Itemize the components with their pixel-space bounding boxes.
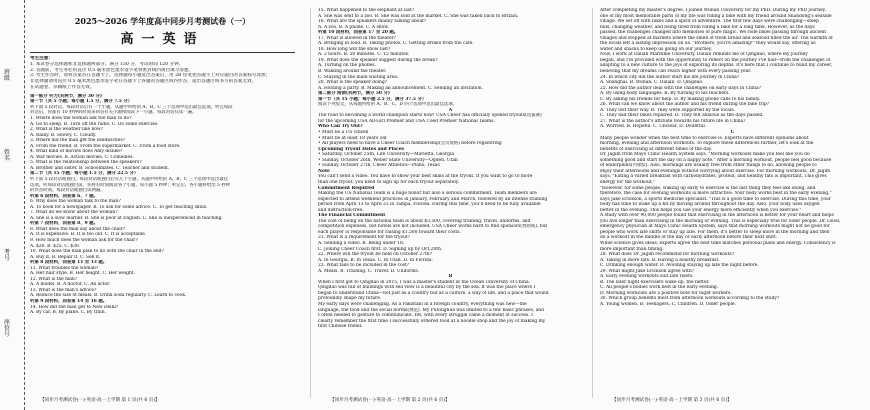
text-line: period from April 13 to April 22 in Tampa, Florida. During this time, you'll need to be fully available: [318, 202, 541, 208]
page-column-3: [600, 8, 865, 388]
column-divider: [310, 8, 311, 398]
text-line: The cost of being on the national team is about $3,500, covering training, travel, uniforms, and: [318, 218, 531, 224]
text-line: A. In Georgia. B. In Texas. C. In Utah. D. In Florida.: [318, 257, 433, 263]
text-line: • Saturday, October 25th, Life University—Marietta, Georgia: [318, 152, 454, 158]
text-line: 第一节（共 15 小题；每小题 2.5 分，满分 37.5 分）: [318, 96, 427, 102]
text-line: C. Joining Cheer Coach first. D. Signing up by Oct.20th.: [318, 246, 443, 252]
text-line: passed, the challenges changed into memories of pure magic. We rode bikes passing through ancient: [600, 30, 827, 36]
text-line: adapting to a new culture to the joys of exploring its depths. It's here that I continue to build my career,: [600, 63, 833, 69]
text-line: morning, evening and afternoon workouts. To explore these differences further, let's look at the: [600, 141, 814, 147]
text-line: 阅读下列短文，从每题所给的 A、B、C、D 四个选项中选出最佳选项。: [318, 102, 458, 108]
text-line: water and snacks to keep us going on our journey.: [600, 46, 713, 52]
text-line: A. Reduce the size of meals. B. Drink soda regularly. C. Learn to cook.: [30, 293, 187, 299]
stub-label: 考号: [4, 249, 11, 262]
page-footer: 【同步月考测试卷(一)·英语·高一上学期 第 3 页(共 6 页)】: [612, 398, 732, 403]
text-line: C. By asking his friends for help. D. By making phone calls to his family.: [600, 96, 761, 102]
text-line: A. Rainy. B. Snowy. C. Cloudy.: [30, 132, 97, 138]
text-line: 24. In which city did the author start his life journey in China?: [600, 74, 740, 80]
text-line: 7. What do we know about the woman?: [30, 210, 118, 216]
text-line: Qingdao was full of buildings with sea view is a beautiful city by the sea. It was the place where I: [318, 285, 536, 291]
text-line: 选项。听每段对话或独白前，你将有时间阅读各个小题，每小题 5 秒钟；听完后，各小题将给出 5 秒钟: [30, 182, 230, 188]
text-line: 16. What are the speakers mainly talking about?: [318, 19, 427, 25]
text-line: and distraction-free.: [318, 207, 364, 213]
text-line: I often needed to gesture to communicate. Yet, with every struggle came a moment of success. I: [318, 313, 533, 319]
column-2-text: [318, 8, 583, 330]
text-line: A. 2 hours. B. 20 minutes. C. 15 minutes.: [318, 52, 410, 58]
text-line: C. Staying in the main waiting area.: [318, 74, 399, 80]
text-line: 15. What happened to the elephant at last?: [318, 8, 415, 13]
text-line: 第二节（共 15 小题；每小题 1.5 分，满分 22.5 分）: [30, 171, 139, 177]
divider: [30, 52, 295, 53]
page-column-2: [318, 8, 583, 388]
text-line: 22. Where will the tryout be held on October 27th?: [318, 252, 432, 258]
text-line: 1. 本试卷分选择题和非选择题两部分。满分 150 分，考试时间 120 分钟。: [30, 61, 184, 67]
text-line: When I first got to Qingdao in 2015, I was a master's student at the Ocean University of China.: [318, 279, 530, 285]
text-line: than one tryout, you need to sign up for each tryout separately.: [318, 179, 460, 185]
text-line: do a workout in the middle of the day or early afternoon before their next shift.: [600, 235, 777, 241]
text-line: A. It is expensive. B. It is too old. C. It is acceptable.: [30, 232, 147, 238]
text-line: began, and I'm provided with the opportunity to reflect on the journey I've had—from the challenges of: [600, 57, 831, 63]
text-line: villages and stopped at markets where the smell of fresh bread and seafood filled the air. The warmth of: [600, 35, 833, 41]
text-line: A. By car. B. By plane. C. By train.: [30, 310, 106, 316]
binding-margin: [0, 0, 25, 410]
text-line: 29. What might Jake Erickson agree with?: [600, 268, 695, 274]
text-line: 14. How did the man get to New Delhi?: [30, 304, 119, 310]
text-line: 19. What does the speaker suggest during the break?: [318, 57, 438, 63]
text-line: 听第 7 段材料，回答第 8、9 题。: [30, 221, 98, 227]
text-line: 第一部分 听力(共两节，满分 30 分): [30, 93, 102, 99]
text-line: 听第 9 段材料，回答第 14 至 16 题。: [30, 299, 108, 305]
text-line: 21. What is a requirement for the tryout?: [318, 235, 411, 241]
text-line: competition expenses, but hotels are not included. USA Cheer works hard to find sponsors(赞助商), but: [318, 224, 548, 230]
text-line: A. Sending a video. B. Being under 18.: [318, 240, 405, 246]
text-line: A. By using body languages. B. By turning to his teachers.: [600, 91, 730, 97]
text-line: A. War movies. B. Action movies. C. Comedies.: [30, 154, 134, 160]
text-line: first Chinese friend.: [318, 324, 363, 330]
column-divider: [592, 8, 593, 398]
text-line: Note: [318, 168, 330, 174]
text-line: for the upcoming USA All-Girl Premier and USA Coed Premier National Teams.: [318, 118, 495, 124]
text-line: Commitment Required: [318, 185, 375, 191]
text-line: "However, for some people, waking up early to exercise is the last thing they feel like doing, and: [600, 185, 816, 191]
text-line: A. Meals. B. Training. C. Travel. D. Uniforms.: [318, 268, 420, 274]
text-line: A. Holding a party. B. Making an announcement. C. Sending an invitation.: [318, 85, 483, 91]
exam-notice: [30, 56, 295, 91]
text-line: Dr. Jagim from Mayo Clinic Health System says, "Morning workouts make you feel like you do: [600, 152, 810, 158]
stub-label: 姓名: [4, 149, 11, 162]
text-line: After completing my master's degree, I joined Wuhan University for my PhD. During my PhD journey,: [600, 8, 826, 13]
text-line: A. They lost their way. B. They were supported by the locals.: [600, 107, 735, 113]
text-line: benefits of exercising at different times of the day.: [600, 146, 713, 152]
text-line: A. From the friend. B. From the supermarket. C. From a food store.: [30, 143, 181, 149]
text-line: expected to attend weekend practices in January, February and March, followed by an intense training: [318, 196, 548, 202]
page-footer: 【同步月考测试卷(一)·英语·高一上学期 第 1 页(共 6 页)】: [40, 398, 160, 403]
text-line: 3. 考生作答时，请将答案答在答题卡上。选择题每小题选出答案后，用 2B 铅笔把答题卡上对应题目的答案标号涂黑；: [30, 73, 271, 79]
text-line: 13. What is the man's advice?: [30, 287, 97, 293]
text-line: something good and start the day on a happy note." After a morning workout, people feel good because: [600, 157, 832, 163]
stub-label: 座位号: [4, 319, 11, 338]
text-line: • Must be at least 18 years old: [318, 135, 387, 141]
text-line: 考生注意：: [30, 56, 53, 61]
text-line: A. Shanghai. B. Wuhan. C. Dalian. D. Qingdao.: [600, 80, 704, 86]
text-line: 2. 答题前，考生务必用直径 0.5 毫米黑色墨水签字笔将密封线内项目填写清楚。: [30, 67, 194, 73]
text-line: 非选择题请用直径 0.5 毫米黑色墨水签字笔在答题卡上各题的答题区域内作答，超出答题区域书写的答案无效，: [30, 79, 257, 85]
text-line: began to understand China—not just as a country but as a culture, a way of life, and a place that would: [318, 290, 549, 296]
text-line: one of my most memorable parts of my life was riding a bike with my friend around Shandong's seaside: [600, 13, 832, 19]
text-line: C. All people's bodies work best in the early evening.: [600, 285, 719, 291]
text-line: 听下面 5 段对话或独白。每段对话或独白后有几个小题，从题中所给的 A、B、C 三个选项中选出最佳: [30, 176, 229, 182]
text-line: hills, changing weather, and being tired from riding a bike for a long time. However, as the days: [600, 24, 815, 30]
text-line: village. We set off with bikes and a spirit of adventure. The first few days were challenging—steep: [600, 19, 819, 25]
text-line: A study with over 90,000 people found that exercising in the afternoon is better for your heart and helps: [600, 213, 834, 219]
text-line: A. Her hair style. B. Her height. C. Her weight.: [30, 271, 135, 277]
text-line: the locals left a lasting impression on us. "Brothers, you're amazing!" they would say, offering us: [600, 41, 816, 47]
text-line: profoundly shape my future.: [318, 296, 382, 302]
text-line: language, the food and the social norms(规范). My Putonghua was limited to a few basic phrases, and: [318, 307, 544, 313]
text-line: 28. What does Dr. Jagim recommend for morning workouts?: [600, 252, 734, 258]
text-line: • Sunday, October 27th, Cheer Athletics—Plano, Texas: [318, 163, 440, 169]
text-line: better in the evening. This helps you use your energy more efficiently when you exercise.": [600, 207, 802, 213]
text-line: 听第 8 段材料，回答第 11 至 13 题。: [30, 260, 108, 266]
text-line: A. Early evening workouts suit late risers.: [600, 274, 694, 280]
text-line: My early days were challenging. As a Pakistani in a foreign country, everything was new—the: [318, 301, 527, 307]
page-footer: 【同步月考测试卷(一)·英语·高一上学期 第 2 页(共 6 页)】: [330, 398, 450, 403]
text-line: 听下面 5 段对话。每段对话后有一个小题，从题中所给的 A、B、C 三个选项中选出最佳选项。听完每段: [30, 104, 233, 110]
text-line: B. Walking around the theater.: [318, 69, 387, 75]
text-line: emergency physician at Mayo Clinic Health System, says that morning workouts might not be good for: [600, 224, 830, 230]
text-line: A. Worried. B. Hopeful. C. Unclear. D. Doubtful.: [600, 124, 707, 130]
text-line: 26. What can we know about the author and his friend during the bike trip?: [600, 102, 770, 108]
text-line: 18. How long will the show last?: [318, 46, 391, 52]
text-line: While science gives ideas, experts agree the best time matches personal plans and energy. Consistency is: [600, 240, 836, 246]
page-column-1: [30, 8, 295, 388]
exam-subject: 高一英语: [120, 32, 205, 47]
text-line: A. She is a slow learner. B. She is poor at English. C. She is inexperienced in teaching.: [30, 215, 223, 221]
text-line: 6. Why does the woman talk to the man?: [30, 199, 121, 205]
text-line: A. A model. B. A doctor. C. An actor.: [30, 282, 111, 288]
text-line: A. Young women. B. Teenagers. C. Children. D. Older people.: [600, 301, 737, 307]
text-line: Many people wonder when the best time to exercise is. Experts have different opinions about: [600, 135, 809, 141]
text-line: 8. What does the man say about the chair?: [30, 226, 126, 232]
text-line: 30. Which group benefits most from afternoon workouts according to the study?: [600, 296, 780, 302]
text-line: 第一节（共 5 小题；每小题 1.5 分，满分 7.5 分）: [30, 99, 133, 105]
text-line: • Must be a US citizen: [318, 130, 369, 136]
text-line: 10. What does the man plan to do with the chair in the end?: [30, 249, 164, 255]
text-line: A. Go to sleep. B. Turn off the radio. C. Do some exercise.: [30, 121, 159, 127]
text-line: enjoy their afternoons and evenings without worrying about exercise. For morning workouts, Dr. Jagim: [600, 168, 831, 174]
text-line: Making the US National Team is a huge honor but also a serious commitment. Team members are: [318, 191, 537, 197]
text-line: A. Turning on the phones.: [318, 63, 376, 69]
text-line: 17. What is allowed in the theater?: [318, 35, 397, 41]
text-line: Who Can Try Out?: [318, 124, 363, 130]
text-line: 3. Where did the man get the sandwiches?: [30, 138, 125, 144]
text-line: body has time to wake up a bit by moving around throughout the day. Also, your body uses oxygen: [600, 202, 820, 208]
text-line: each player is responsible for raising $1,500 toward their costs.: [318, 229, 461, 235]
text-line: 4. What kind of movies does Amy dislike?: [30, 149, 123, 155]
text-line: energy for the workout.": [600, 179, 655, 185]
text-line: people who work late shifts or stay up late. For them, it's better to sleep more in the morning and then: [600, 229, 830, 235]
text-line: The Financial Commitment: [318, 213, 386, 219]
text-line: says, "Eating a varied breakfast with carbohydrates, protein, and healthy fats is important. This gives: [600, 174, 827, 180]
text-line: therefore, the case for evening workouts is more attractive. Your body works best in the early evening,": [600, 191, 832, 197]
text-line: 25. How did the author deal with the challenges on early days in China?: [600, 85, 761, 91]
text-line: A. Brother and sister. B. Schoolmates. C. Teacher and student.: [30, 165, 170, 171]
text-line: 27. What is the author's attitude towards his future life in China?: [600, 118, 746, 124]
text-line: of endorphins(内啡肽). Also, mornings are usually free from other things to do, allowing people to: [600, 163, 817, 169]
text-line: 5. What is the relationship between the speakers?: [30, 160, 142, 166]
text-line: 9. How much does the woman ask for the chair?: [30, 238, 138, 243]
text-line: Now, I work at Dalian Maritime University, Dalian reminds me of Qingdao, where my journey: [600, 52, 808, 58]
text-line: 20. What is the speaker doing?: [318, 80, 388, 86]
text-line: more important than timing.: [600, 246, 664, 252]
text-line: B. The later night exercisers wake up, the better.: [600, 279, 710, 285]
text-line: 23. What fails to be included in the cost?: [318, 263, 410, 269]
text-line: A. Taking in more fats. B. Having a healthy breakfast.: [600, 257, 720, 263]
exam-title: 2025～2026 学年度高中同步月考测试卷（一）: [74, 16, 251, 26]
text-line: B: [448, 274, 453, 280]
text-line: 1. Where does the woman ask the man to do?: [30, 115, 132, 121]
text-line: A. $20. B. $25. C. $30.: [30, 243, 81, 249]
text-line: A. Buy it. B. Repair it. C. Sell it.: [30, 254, 101, 260]
text-line: 11. What troubles the woman?: [30, 265, 99, 271]
text-line: A. Bringing in food. B. Taking photos. C. Getting drinks from the cafe.: [318, 41, 474, 47]
text-line: D. Morning workouts are a positive note for night workers.: [600, 290, 732, 296]
text-line: • All players need to have a Cheer Coach membership(会员资格) before registering: [318, 141, 502, 147]
text-line: Upcoming Tryout Dates and Places: [318, 146, 404, 152]
text-line: you live longer than exercising in the morning or evening. This is especially true for older people. Dr. Good,: [600, 218, 841, 224]
text-line: A. A zoo. B. A phone. C. A show.: [318, 24, 389, 30]
text-line: A: [448, 107, 453, 113]
column-3-text: [600, 8, 865, 308]
text-line: believing that my dreams can reach higher with every passing year.: [600, 69, 752, 75]
text-line: C. They had their bikes repaired. D. They felt anxious as the days passed.: [600, 113, 764, 119]
text-line: 听第 6 段材料，回答第 6、7 题。: [30, 193, 98, 199]
text-line: You can't send a video. You have to show your best skills at the tryout. If you want to go to more: [318, 174, 533, 180]
text-line: 第二部分 阅读(共两节，满分 50 分): [318, 91, 390, 97]
text-line: 12. What is the man?: [30, 276, 78, 282]
text-line: 在试题卷、草稿纸上作答无效。: [30, 84, 95, 90]
stub-label: 班级: [4, 69, 11, 82]
text-line: clearly remember the first time I successfully ordered food at a noodle shop and the joy of making my: [318, 318, 546, 324]
text-line: 对话后，你都有 10 秒钟的时间来回答有关小题和阅读下一小题。每段对话仅读一遍。: [30, 110, 197, 116]
text-line: says Jake Erickson, a sports medicine specialist. "This is a good time to exercise. During this time, your: [600, 196, 831, 202]
column-1-text: [30, 94, 295, 316]
text-line: A. She was sent to a zoo. B. She was sold at the market. C. She was taken back to Britain.: [318, 13, 519, 19]
text-line: C. Drinking enough water. D. Avoiding staying up late the night before.: [600, 263, 759, 269]
text-line: The road to becoming a world champion starts now! USA Cheer has officially opened tryouts(选拔赛): [318, 113, 542, 119]
text-line: • Sunday, October 26th, Weber State University—Ogden, Utah: [318, 157, 458, 163]
text-line: 的作答时间。每段对话或独白读两遍。: [30, 188, 105, 194]
text-line: A. To book for a newspaper. B. To ask for some advice. C. To get teaching skills.: [30, 204, 208, 210]
text-line: 2. What is the weather like now?: [30, 127, 104, 133]
text-line: 听第 10 段材料，回答第 17 至 20 题。: [318, 30, 399, 36]
text-line: C: [730, 130, 735, 136]
